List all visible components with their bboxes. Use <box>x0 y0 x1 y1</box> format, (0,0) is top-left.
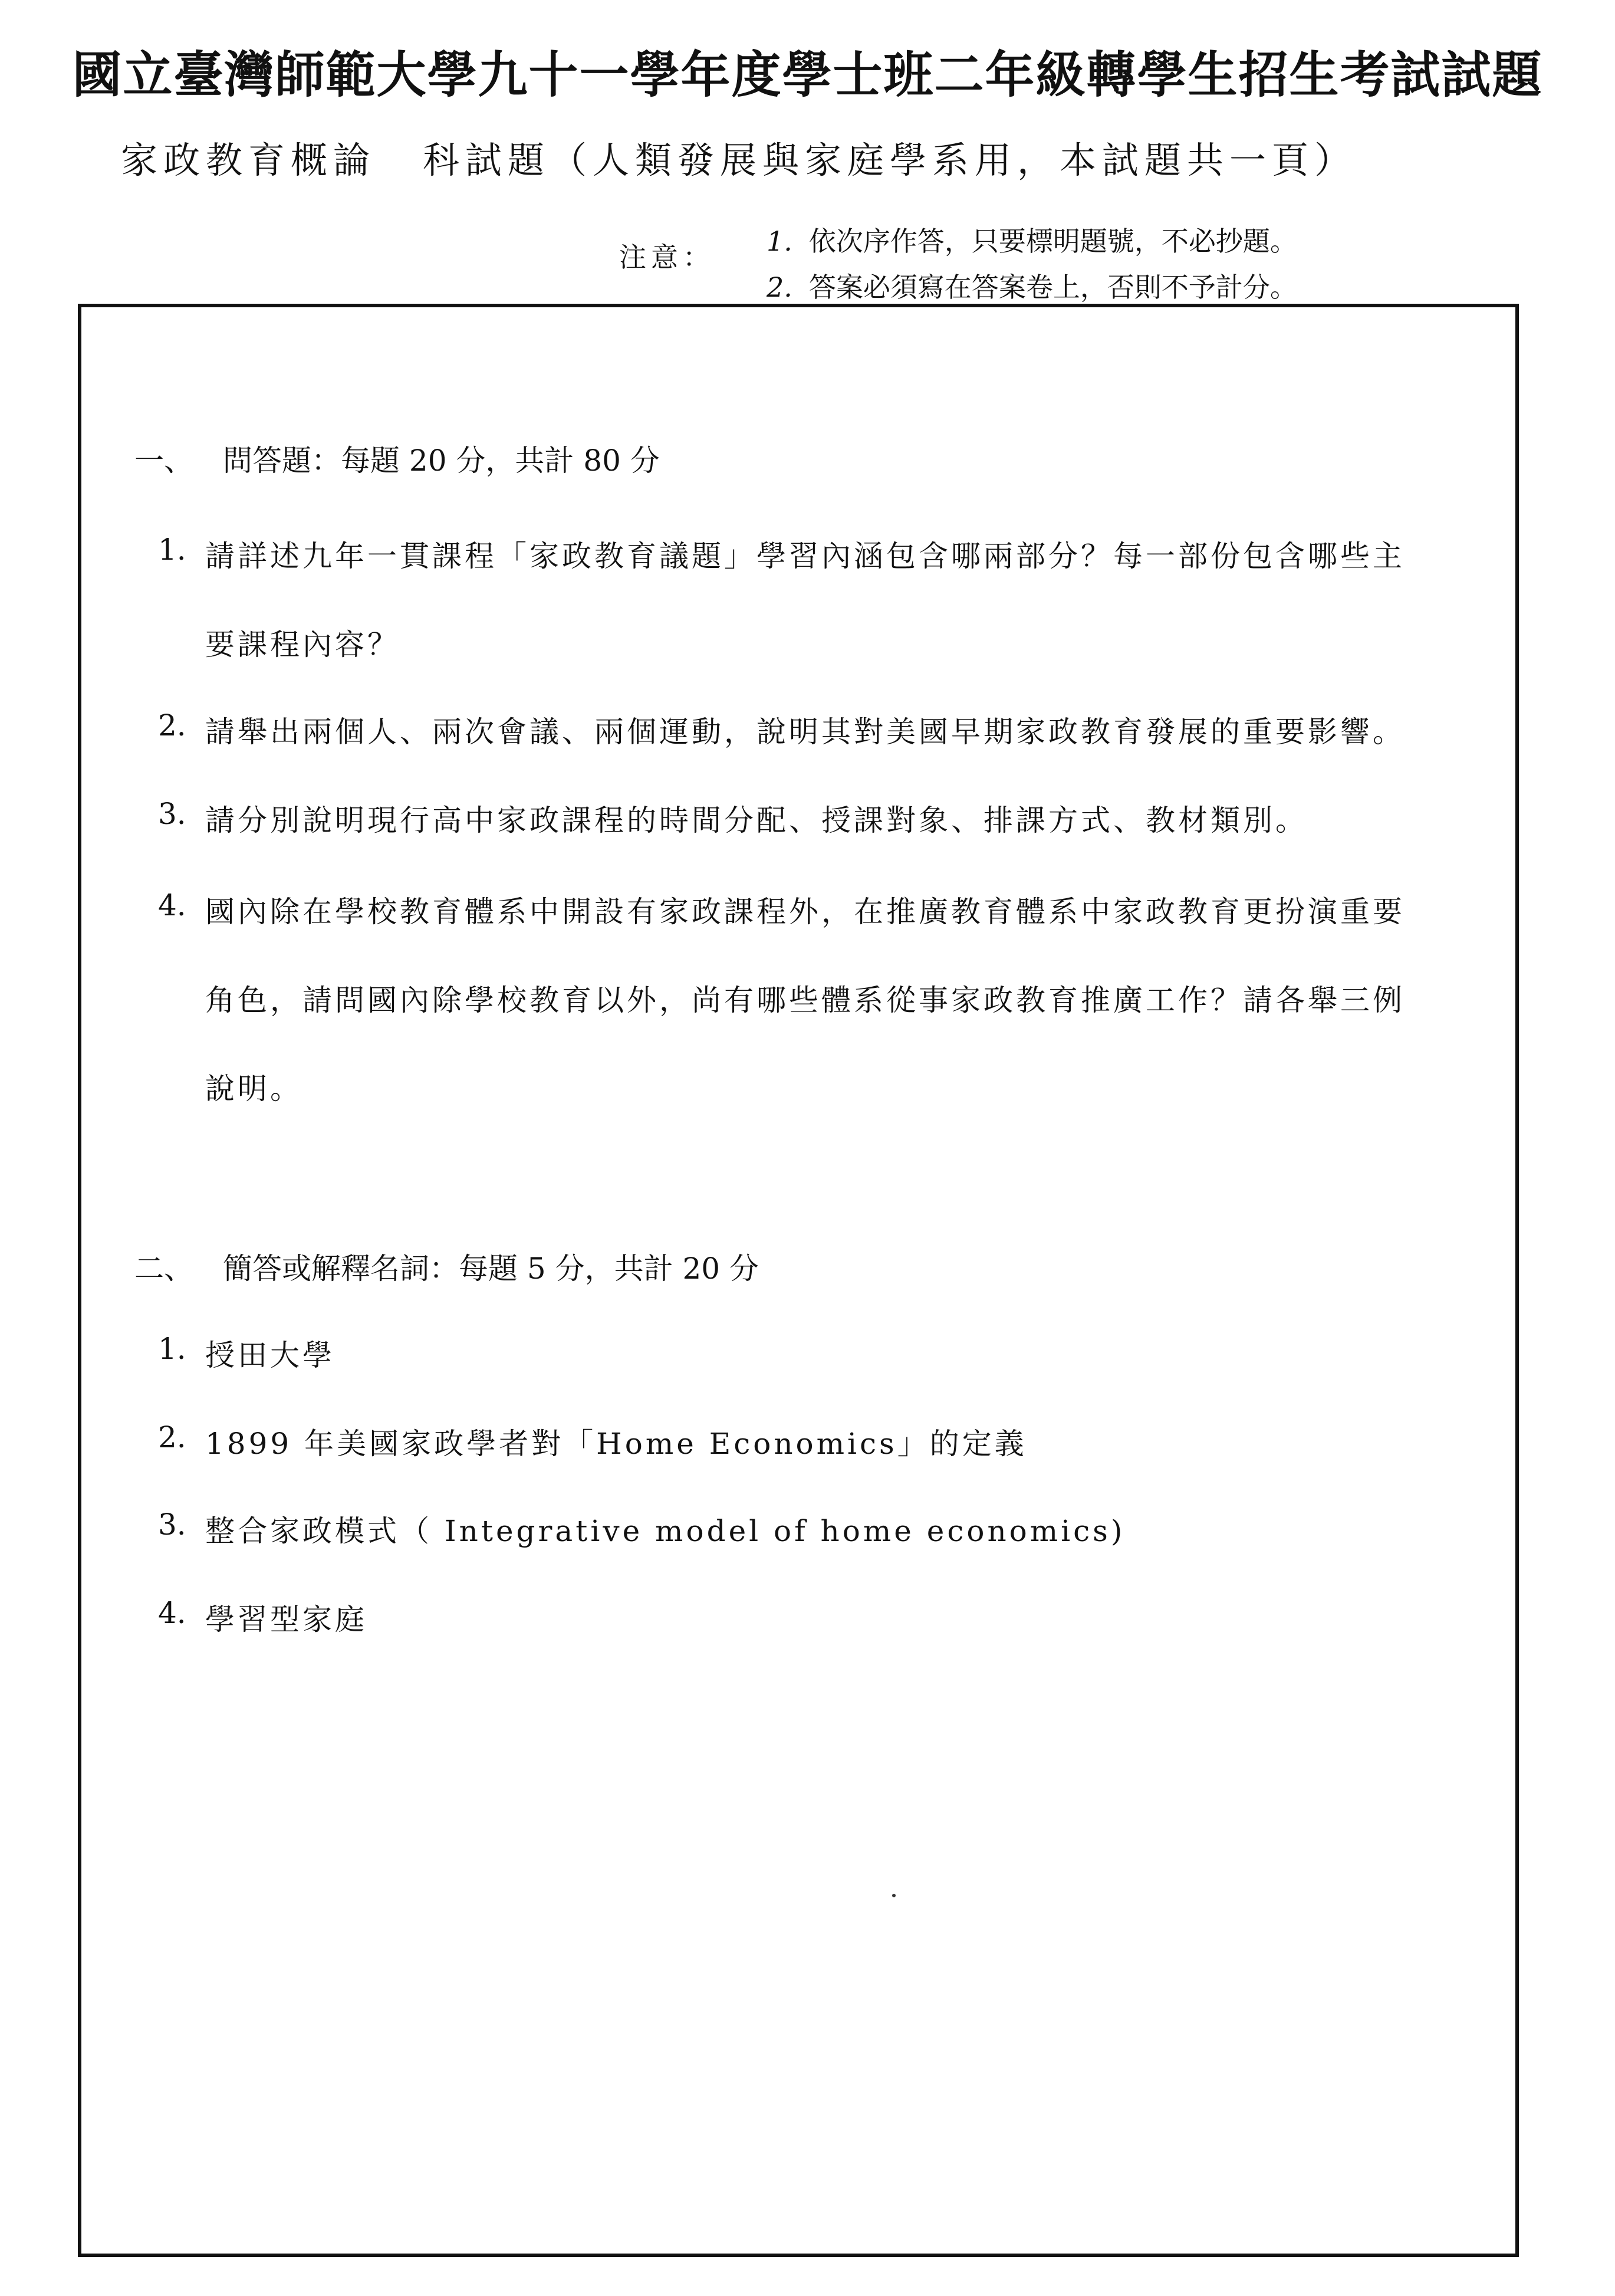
section-heading <box>134 1245 759 1287</box>
question-number: 3. <box>158 1507 186 1542</box>
section-heading-text: 問答題：每題 20 分，共計 80 分 <box>223 444 660 478</box>
question-number: 2. <box>158 1420 186 1454</box>
question-frame <box>78 304 1519 2257</box>
notice-item <box>767 218 1297 264</box>
notice-item-text: 依次序作答，只要標明題號，不必抄題。 <box>808 225 1297 257</box>
question-number: 4. <box>158 888 186 922</box>
question-number: 1. <box>158 1332 186 1366</box>
section-heading <box>134 437 660 479</box>
question-text-line: 國內除在學校教育體系中開設有家政課程外，在推廣教育體系中家政教育更扮演重要 <box>205 895 1405 929</box>
scan-speck <box>892 1894 896 1897</box>
notice-item-number: 2. <box>767 271 792 303</box>
question-text-line: 要課程內容？ <box>205 628 400 662</box>
section-number: 二、 <box>134 1252 193 1286</box>
question-number: 1. <box>158 533 186 567</box>
section-heading-text: 簡答或解釋名詞：每題 5 分，共計 20 分 <box>223 1252 759 1286</box>
exam-subtitle <box>121 131 1357 183</box>
notice-items <box>767 218 1297 310</box>
question-text-line: 授田大學 <box>205 1338 335 1372</box>
subtitle-text: 科試題（人類發展與家庭學系用，本試題共一頁） <box>423 139 1357 182</box>
question-text-line: 角色，請問國內除學校教育以外，尚有哪些體系從事家政教育推廣工作？請各舉三例 <box>205 983 1405 1017</box>
question-text-line: 請分別說明現行高中家政課程的時間分配、授課對象、排課方式、教材類別。 <box>205 803 1308 837</box>
question-text-line: 請舉出兩個人、兩次會議、兩個運動，說明其對美國早期家政教育發展的重要影響。 <box>205 715 1405 749</box>
question-text-line: 學習型家庭 <box>205 1602 367 1637</box>
question-text-line: 1899 年美國家政學者對「Home Economics」的定義 <box>205 1427 1027 1461</box>
question-number: 4. <box>158 1596 186 1630</box>
notice-item-text: 答案必須寫在答案卷上，否則不予計分。 <box>808 271 1297 303</box>
section-number: 一、 <box>134 444 193 478</box>
question-text-line: 請詳述九年一貫課程「家政教育議題」學習內涵包含哪兩部分？每一部份包含哪些主 <box>205 539 1405 573</box>
question-text-line: 整合家政模式（ Integrative model of home economics) <box>205 1514 1126 1548</box>
question-number: 2. <box>158 708 186 743</box>
exam-title: 國立臺灣師範大學九十一學年度學士班二年級轉學生招生考試試題 <box>72 45 1543 104</box>
notice-label: 注意： <box>619 241 715 273</box>
question-number: 3. <box>158 797 186 831</box>
notice-item-number: 1. <box>767 225 792 257</box>
course-name: 家政教育概論 <box>121 139 376 182</box>
question-text-line: 說明。 <box>205 1072 302 1106</box>
